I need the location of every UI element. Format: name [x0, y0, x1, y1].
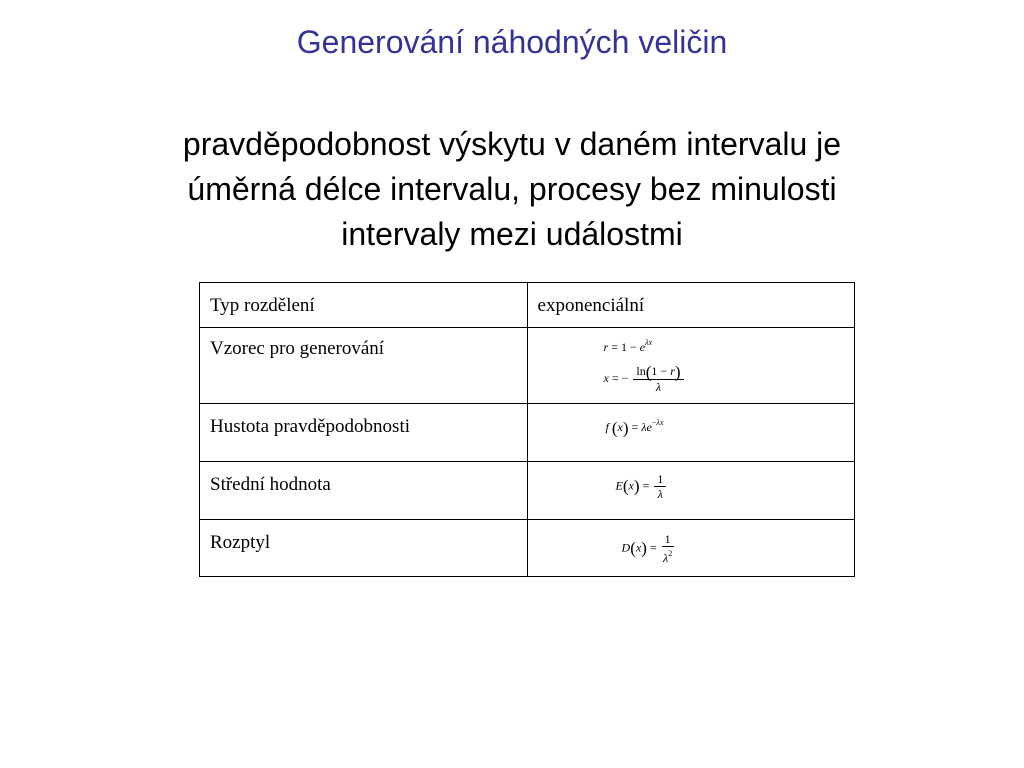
- generation-formula-cell: [527, 328, 854, 404]
- table-cell-value: exponenciální: [527, 283, 854, 328]
- table-row-generation: [200, 328, 855, 404]
- table-cell-label: Hustota pravděpodobnosti: [200, 404, 528, 462]
- distribution-table: [199, 282, 855, 577]
- formula-density: f $(x) = \lambda e^{-\lambda x}$: [605, 418, 664, 438]
- formula-generating-r: $r = 1 - e^{\lambda x}$: [603, 338, 653, 354]
- formula-variance: D(x) = $\frac{1}{\lambda^2}$: [621, 532, 673, 565]
- table-row-mean: [200, 462, 855, 520]
- variance-formula-cell: [527, 520, 854, 577]
- mean-formula-cell: [527, 462, 854, 520]
- slide-title: Generování náhodných veličin: [296, 24, 728, 60]
- slide-subtitle: [60, 122, 964, 257]
- table-row-density: [200, 404, 855, 462]
- table-cell-label: Rozptyl: [200, 520, 528, 577]
- formula-mean: E(x) = $\frac{1}{\lambda}$: [616, 472, 669, 501]
- density-formula-cell: [527, 404, 854, 462]
- table-cell-label: Typ rozdělení: [200, 283, 528, 328]
- subtitle-line-2: úměrná délce intervalu, procesy bez minulosti: [187, 171, 837, 207]
- table-row-variance: [200, 520, 855, 577]
- table-row-type: [200, 283, 855, 328]
- subtitle-line-3: intervaly mezi událostmi: [341, 216, 683, 252]
- formula-generating-x: x = − $\frac{\ln(1 - r)}{\lambda}$: [604, 364, 686, 394]
- table-cell-label: Vzorec pro generování: [200, 328, 528, 404]
- subtitle-line-1: pravděpodobnost výskytu v daném intervalu je: [182, 126, 842, 162]
- table-cell-label: Střední hodnota: [200, 462, 528, 520]
